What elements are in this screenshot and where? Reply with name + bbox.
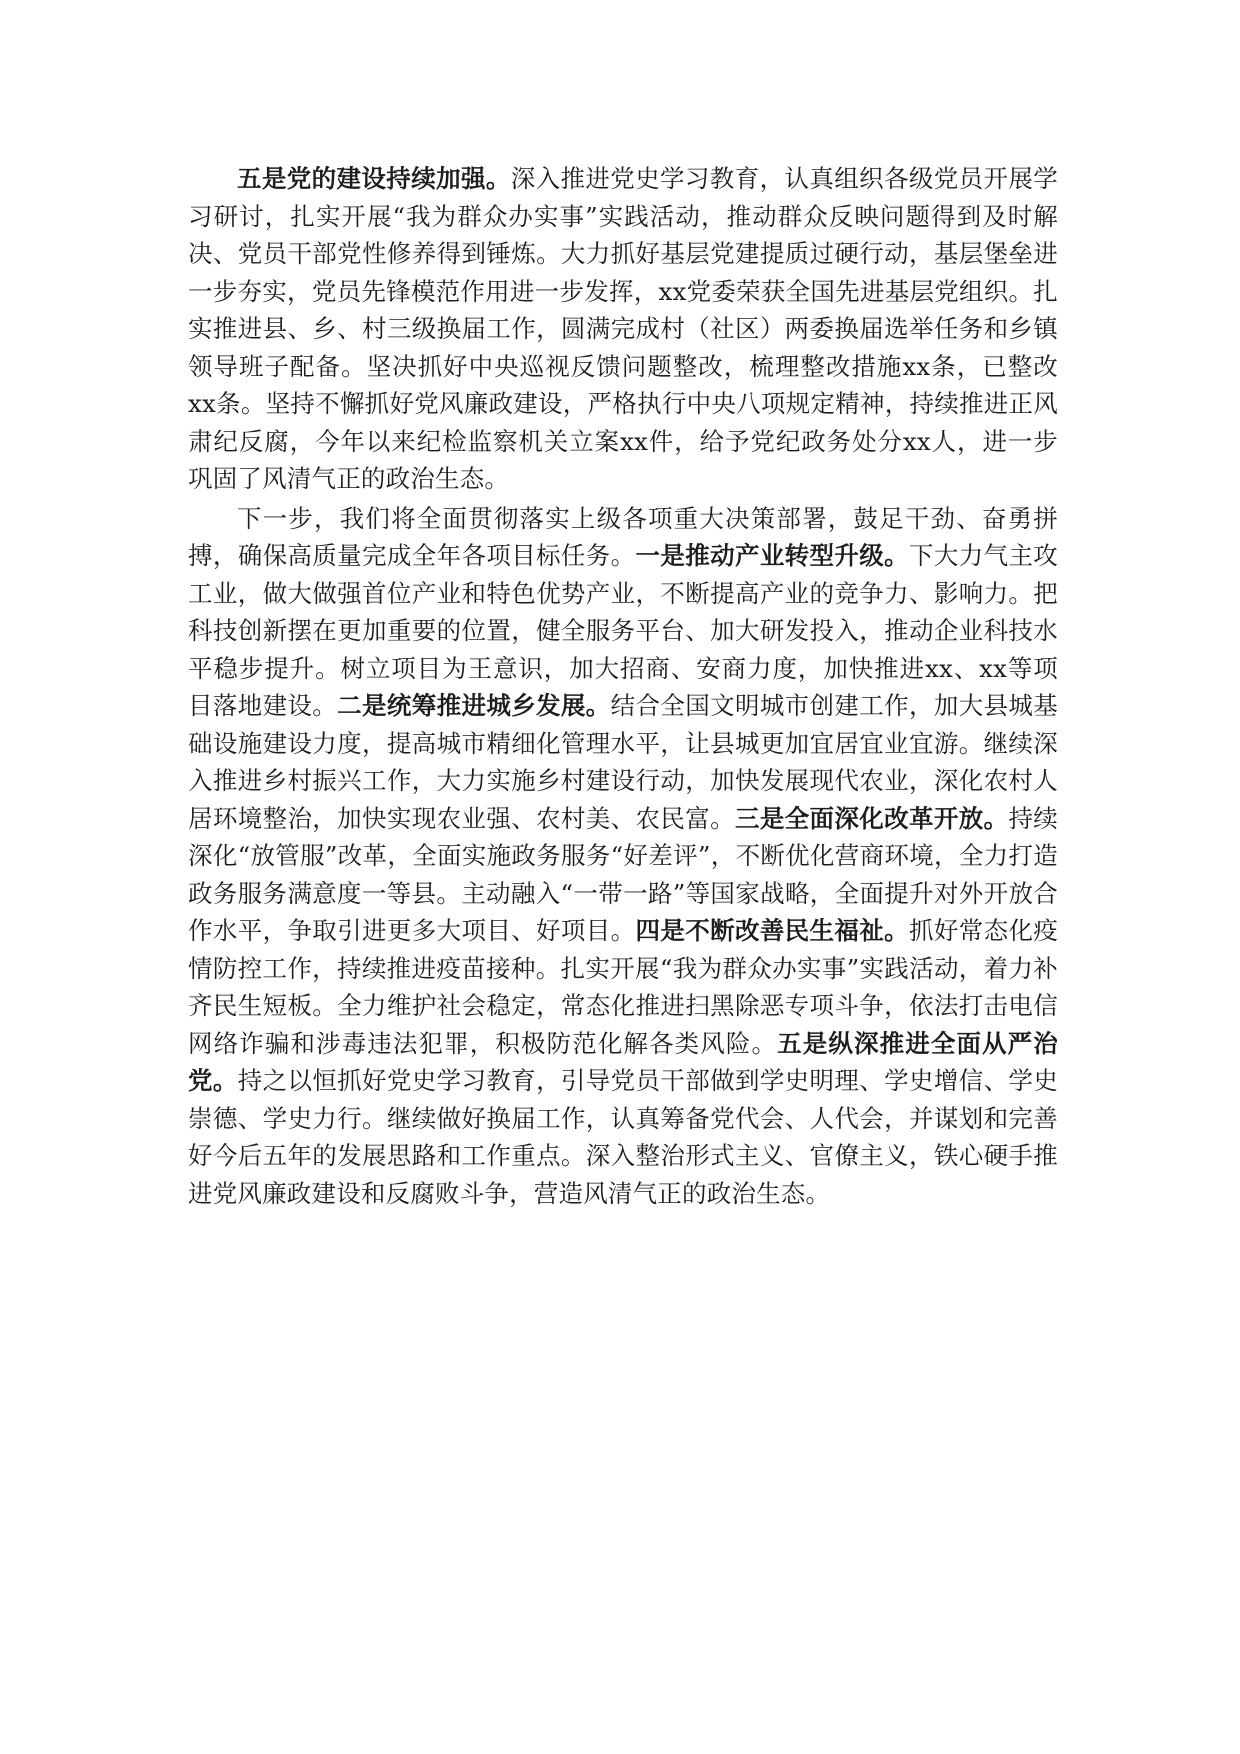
paragraph-next-steps [188,500,1058,1213]
body-text: 下一步，我们将全面贯彻落实上级各项重大决策部署，鼓足干劲、奋勇拼搏，确保高质量完成全年各项目标任务。 [188,503,1058,570]
heading-party-building: 五是党的建设持续加强。 [237,164,511,193]
body-text: 抓好常态化疫情防控工作，持续推进疫苗接种。扎实开展“我为群众办实事”实践活动，着力补齐民生短板。全力维护社会稳定，常态化推进扫黑除恶专项斗争，依法打击电信网络诈骗和涉毒违法犯罪，积极防范化解各类风险。 [188,916,1059,1058]
heading-urban-rural: 二是统筹推进城乡发展。 [337,691,611,720]
body-text: 深入推进党史学习教育，认真组织各级党员开展学习研讨，扎实开展“我为群众办实事”实践活动，推动群众反映问题得到及时解决、党员干部党性修养得到锤炼。大力抓好基层党建提质过硬行动，基层堡垒进一步夯实，党员先锋模范作用进一步发挥，xx党委荣获全国先进基层党组织。扎实推进县、乡、村三级换届工作，圆满完成村（社区）两委换届选举任务和乡镇领导班子配备。坚决抓好中央巡视反馈问题整改，梳理整改措施xx条，已整改xx条。坚持不懈抓好党风廉政建设，严格执行中央八项规定精神，持续推进正风肃纪反腐，今年以来纪检监察机关立案xx件，给予党纪政务处分xx人，进一步巩固了风清气正的政治生态。 [188,164,1058,493]
heading-party-discipline: 五是纵深推进全面从严治党。 [188,1028,1058,1095]
heading-livelihood: 四是不断改善民生福祉。 [635,916,909,945]
body-text: 持续深化“放管服”改革，全面实施政务服务“好差评”，不断优化营商环境，全力打造政务服务满意度一等县。主动融入“一带一路”等国家战略，全面提升对外开放合作水平，争取引进更多大项目、好项目。 [188,803,1058,945]
paragraph-party-building [188,160,1058,498]
body-text: 结合全国文明城市创建工作，加大县城基础设施建设力度，提高城市精细化管理水平，让县城更加宜居宜业宜游。继续深入推进乡村振兴工作，大力实施乡村建设行动，加快发展现代农业，深化农村人居环境整治，加快实现农业强、农村美、农民富。 [188,691,1058,833]
body-text: 持之以恒抓好党史学习教育，引导党员干部做到学史明理、学史增信、学史崇德、学史力行。继续做好换届工作，认真筹备党代会、人代会，并谋划和完善好今后五年的发展思路和工作重点。深入整治形式主义、官僚主义，铁心硬手推进党风廉政建设和反腐败斗争，营造风清气正的政治生态。 [188,1066,1058,1208]
body-text: 下大力气主攻工业，做大做强首位产业和特色优势产业，不断提高产业的竞争力、影响力。把科技创新摆在更加重要的位置，健全服务平台、加大研发投入，推动企业科技水平稳步提升。树立项目为王意识，加大招商、安商力度，加快推进xx、xx等项目落地建设。 [188,541,1059,720]
heading-reform-opening: 三是全面深化改革开放。 [734,803,1009,833]
document-body [188,160,1058,1212]
heading-industry-upgrade: 一是推动产业转型升级。 [635,541,909,570]
